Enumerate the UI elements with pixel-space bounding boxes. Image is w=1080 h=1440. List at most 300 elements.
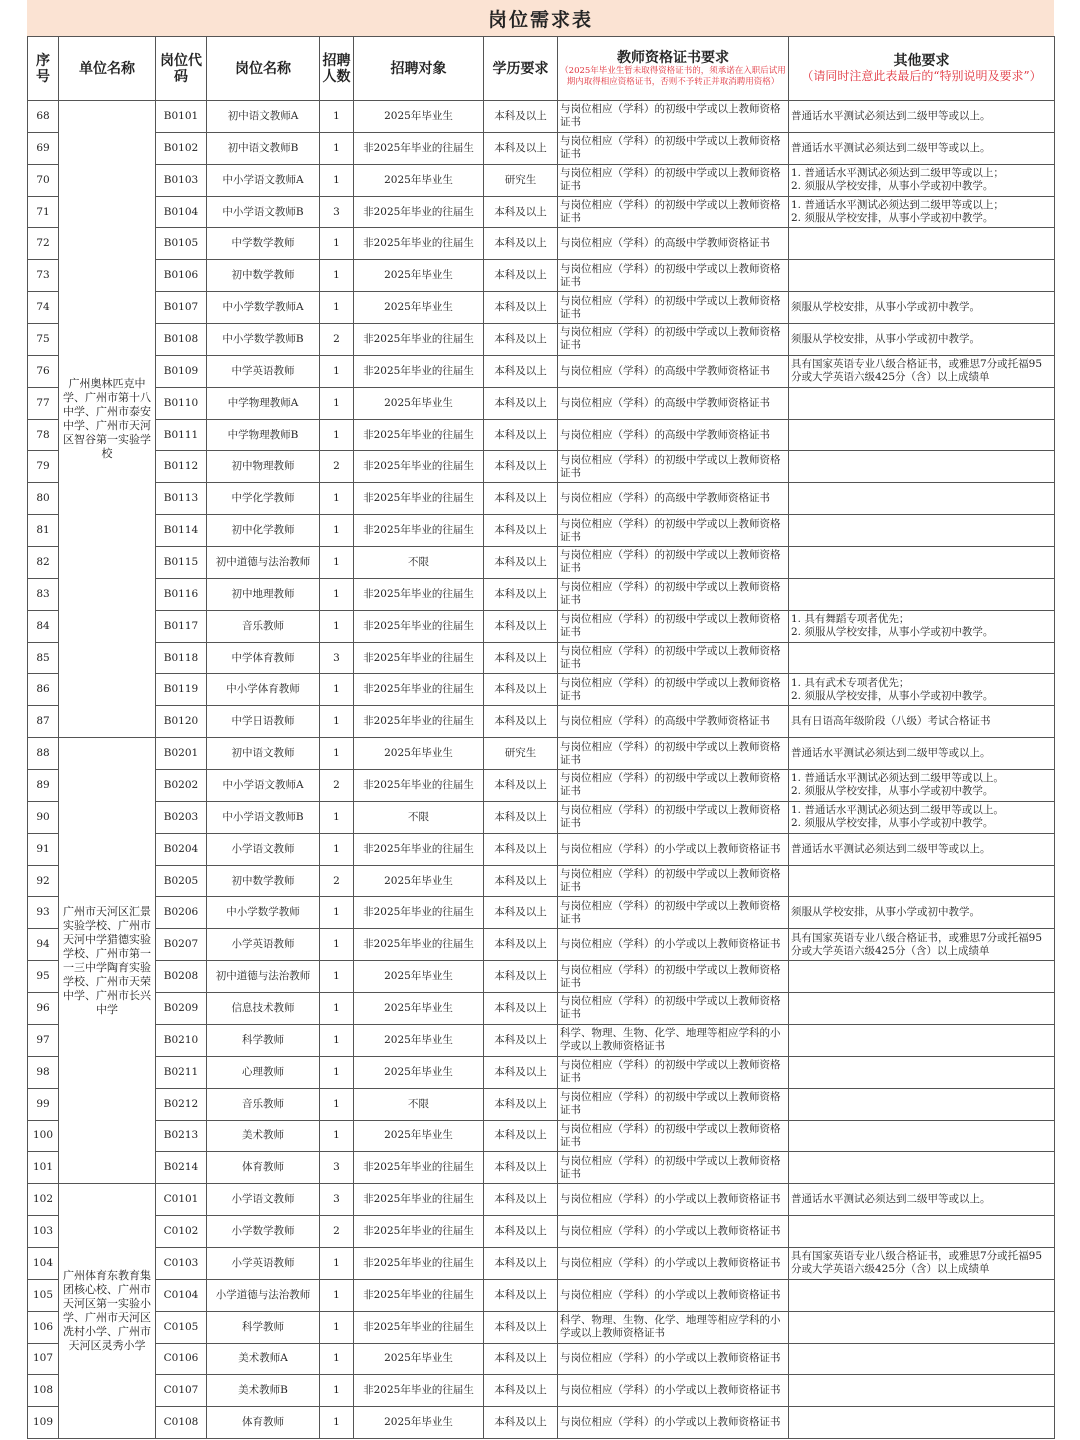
cell-unit: 广州奥林匹克中学、广州市第十八中学、广州市泰安中学、广州市天河区智谷第一实验学校 [59,101,156,738]
cell-count: 1 [320,674,354,706]
cell-target: 非2025年毕业的往届生 [354,228,484,260]
cell-code: B0205 [156,865,207,897]
cell-target: 非2025年毕业的往届生 [354,1184,484,1216]
cell-cert: 与岗位相应（学科）的初级中学或以上教师资格证书 [558,451,789,483]
cell-other: 普通话水平测试必须达到二级甲等或以上。 [789,132,1055,164]
cell-position: 小学英语教师 [207,929,320,961]
cell-edu: 本科及以上 [484,228,558,260]
cell-target: 非2025年毕业的往届生 [354,610,484,642]
table-row [28,132,1055,164]
cell-cert: 与岗位相应（学科）的小学或以上教师资格证书 [558,1375,789,1407]
cell-edu: 本科及以上 [484,1120,558,1152]
table-row [28,1311,1055,1343]
cell-count: 1 [320,228,354,260]
cell-cert: 与岗位相应（学科）的初级中学或以上教师资格证书 [558,515,789,547]
cell-code: B0107 [156,292,207,324]
cell-cert: 与岗位相应（学科）的小学或以上教师资格证书 [558,1184,789,1216]
cell-other [789,1343,1055,1375]
table-row [28,355,1055,387]
cell-target: 非2025年毕业的往届生 [354,929,484,961]
cell-position: 中学化学教师 [207,483,320,515]
cell-no: 109 [28,1407,59,1439]
cell-edu: 本科及以上 [484,642,558,674]
page-title: 岗位需求表 [27,0,1054,36]
cell-no: 81 [28,515,59,547]
cell-other: 普通话水平测试必须达到二级甲等或以上。 [789,738,1055,770]
cell-edu: 本科及以上 [484,1184,558,1216]
cell-code: B0118 [156,642,207,674]
cell-code: B0103 [156,164,207,196]
cell-target: 非2025年毕业的往届生 [354,324,484,356]
cell-code: B0110 [156,387,207,419]
cell-position: 小学数学教师 [207,1216,320,1248]
cell-target: 2025年毕业生 [354,101,484,133]
cell-other [789,451,1055,483]
header-code: 岗位代码 [156,37,207,101]
cell-edu: 本科及以上 [484,1216,558,1248]
cell-edu: 本科及以上 [484,833,558,865]
cell-code: B0105 [156,228,207,260]
cell-position: 初中物理教师 [207,451,320,483]
cell-edu: 本科及以上 [484,706,558,738]
table-row [28,770,1055,802]
cell-cert: 与岗位相应（学科）的高级中学教师资格证书 [558,228,789,260]
header-other-label: 其他要求 [893,53,950,69]
cell-no: 97 [28,1024,59,1056]
cell-edu: 本科及以上 [484,1343,558,1375]
cell-target: 2025年毕业生 [354,1024,484,1056]
header-target: 招聘对象 [354,37,484,101]
cell-edu: 本科及以上 [484,610,558,642]
cell-count: 1 [320,419,354,451]
cell-position: 中小学数学教师 [207,897,320,929]
table-row [28,738,1055,770]
cell-edu: 本科及以上 [484,1375,558,1407]
cell-count: 1 [320,1343,354,1375]
cell-position: 中学物理教师A [207,387,320,419]
cell-code: C0103 [156,1247,207,1279]
cell-edu: 本科及以上 [484,801,558,833]
cell-code: B0114 [156,515,207,547]
cell-target: 2025年毕业生 [354,387,484,419]
cell-other: 具有国家英语专业八级合格证书，或雅思7分或托福95分或大学英语六级425分（含）以上成绩单 [789,929,1055,961]
cell-cert: 与岗位相应（学科）的小学或以上教师资格证书 [558,929,789,961]
table-row [28,1120,1055,1152]
cell-count: 1 [320,801,354,833]
table-row [28,1184,1055,1216]
cell-position: 中小学语文教师B [207,801,320,833]
cell-code: B0211 [156,1056,207,1088]
cell-code: B0113 [156,483,207,515]
table-row [28,483,1055,515]
cell-position: 初中道德与法治教师 [207,547,320,579]
cell-cert: 与岗位相应（学科）的高级中学教师资格证书 [558,355,789,387]
header-no: 序号 [28,37,59,101]
cell-code: B0101 [156,101,207,133]
cell-position: 初中语文教师A [207,101,320,133]
cell-cert: 与岗位相应（学科）的小学或以上教师资格证书 [558,833,789,865]
cell-cert: 与岗位相应（学科）的高级中学教师资格证书 [558,483,789,515]
cell-count: 1 [320,355,354,387]
cell-code: C0107 [156,1375,207,1407]
cell-count: 1 [320,547,354,579]
table-body [28,101,1055,1439]
cell-other: 普通话水平测试必须达到二级甲等或以上。 [789,1184,1055,1216]
cell-code: B0112 [156,451,207,483]
cell-no: 107 [28,1343,59,1375]
cell-edu: 本科及以上 [484,1056,558,1088]
cell-position: 科学教师 [207,1024,320,1056]
table-row [28,1279,1055,1311]
cell-no: 104 [28,1247,59,1279]
header-row [28,37,1055,101]
cell-edu: 本科及以上 [484,515,558,547]
cell-count: 3 [320,1184,354,1216]
cell-count: 1 [320,610,354,642]
cell-edu: 本科及以上 [484,355,558,387]
cell-position: 小学语文教师 [207,833,320,865]
cell-other [789,228,1055,260]
cell-target: 2025年毕业生 [354,993,484,1025]
cell-count: 2 [320,451,354,483]
cell-target: 2025年毕业生 [354,1407,484,1439]
cell-target: 非2025年毕业的往届生 [354,419,484,451]
cell-cert: 与岗位相应（学科）的初级中学或以上教师资格证书 [558,292,789,324]
cell-target: 非2025年毕业的往届生 [354,355,484,387]
table-row [28,1247,1055,1279]
cell-count: 1 [320,706,354,738]
cell-edu: 本科及以上 [484,1311,558,1343]
table-row [28,451,1055,483]
cell-target: 非2025年毕业的往届生 [354,1152,484,1184]
cell-position: 中小学体育教师 [207,674,320,706]
cell-code: B0202 [156,770,207,802]
cell-unit: 广州体育东教育集团核心校、广州市天河区第一实验小学、广州市天河区冼村小学、广州市天河区灵秀小学 [59,1184,156,1439]
cell-target: 不限 [354,547,484,579]
cell-position: 初中道德与法治教师 [207,961,320,993]
cell-cert: 与岗位相应（学科）的初级中学或以上教师资格证书 [558,642,789,674]
cell-count: 1 [320,578,354,610]
cell-code: C0101 [156,1184,207,1216]
cell-target: 非2025年毕业的往届生 [354,1311,484,1343]
cell-position: 体育教师 [207,1407,320,1439]
cell-target: 不限 [354,801,484,833]
cell-position: 初中数学教师 [207,865,320,897]
cell-code: C0105 [156,1311,207,1343]
cell-no: 85 [28,642,59,674]
cell-no: 86 [28,674,59,706]
header-other [789,37,1055,101]
cell-other [789,483,1055,515]
table-row [28,419,1055,451]
cell-other [789,865,1055,897]
cell-cert: 与岗位相应（学科）的初级中学或以上教师资格证书 [558,101,789,133]
cell-count: 1 [320,1056,354,1088]
cell-count: 1 [320,1311,354,1343]
table-row [28,833,1055,865]
cell-code: C0102 [156,1216,207,1248]
cell-position: 美术教师A [207,1343,320,1375]
cell-target: 2025年毕业生 [354,961,484,993]
cell-other [789,1216,1055,1248]
cell-other [789,1407,1055,1439]
cell-edu: 本科及以上 [484,547,558,579]
cell-position: 中小学数学教师B [207,324,320,356]
cell-code: B0214 [156,1152,207,1184]
cell-no: 89 [28,770,59,802]
cell-position: 音乐教师 [207,1088,320,1120]
cell-code: B0120 [156,706,207,738]
cell-count: 2 [320,770,354,802]
cell-cert: 与岗位相应（学科）的初级中学或以上教师资格证书 [558,961,789,993]
cell-cert: 与岗位相应（学科）的初级中学或以上教师资格证书 [558,897,789,929]
cell-other [789,1375,1055,1407]
cell-target: 非2025年毕业的往届生 [354,674,484,706]
cell-edu: 本科及以上 [484,929,558,961]
table-row [28,801,1055,833]
cell-target: 非2025年毕业的往届生 [354,1279,484,1311]
cell-no: 84 [28,610,59,642]
cell-edu: 本科及以上 [484,578,558,610]
cell-edu: 本科及以上 [484,387,558,419]
table-row [28,993,1055,1025]
table-row [28,929,1055,961]
cell-edu: 本科及以上 [484,1152,558,1184]
cell-edu: 研究生 [484,164,558,196]
cell-count: 1 [320,993,354,1025]
cell-position: 小学道德与法治教师 [207,1279,320,1311]
table-row [28,515,1055,547]
cell-edu: 本科及以上 [484,419,558,451]
cell-cert: 与岗位相应（学科）的初级中学或以上教师资格证书 [558,324,789,356]
cell-edu: 本科及以上 [484,132,558,164]
cell-target: 非2025年毕业的往届生 [354,833,484,865]
cell-other: 具有日语高年级阶段（八级）考试合格证书 [789,706,1055,738]
cell-count: 2 [320,324,354,356]
cell-no: 92 [28,865,59,897]
cell-count: 1 [320,929,354,961]
cell-other [789,642,1055,674]
table-row [28,292,1055,324]
cell-other [789,387,1055,419]
cell-target: 2025年毕业生 [354,865,484,897]
cell-count: 1 [320,738,354,770]
cell-other: 具有国家英语专业八级合格证书，或雅思7分或托福95分或大学英语六级425分（含）以上成绩单 [789,1247,1055,1279]
cell-code: B0102 [156,132,207,164]
cell-other [789,1279,1055,1311]
cell-target: 2025年毕业生 [354,1120,484,1152]
cell-cert: 与岗位相应（学科）的初级中学或以上教师资格证书 [558,770,789,802]
cell-no: 94 [28,929,59,961]
cell-target: 非2025年毕业的往届生 [354,897,484,929]
table-row [28,1088,1055,1120]
table-row [28,706,1055,738]
cell-target: 非2025年毕业的往届生 [354,706,484,738]
cell-no: 73 [28,260,59,292]
cell-code: B0212 [156,1088,207,1120]
cell-cert: 与岗位相应（学科）的小学或以上教师资格证书 [558,1343,789,1375]
cell-code: B0119 [156,674,207,706]
cell-cert: 与岗位相应（学科）的初级中学或以上教师资格证书 [558,164,789,196]
cell-target: 非2025年毕业的往届生 [354,1247,484,1279]
table-row [28,642,1055,674]
table-row [28,1024,1055,1056]
cell-other: 1. 普通话水平测试必须达到二级甲等或以上； 2. 须服从学校安排，从事小学或初中教学。 [789,196,1055,228]
cell-position: 信息技术教师 [207,993,320,1025]
table-row [28,260,1055,292]
cell-no: 105 [28,1279,59,1311]
cell-target: 非2025年毕业的往届生 [354,132,484,164]
cell-count: 3 [320,1152,354,1184]
cell-target: 2025年毕业生 [354,738,484,770]
cell-edu: 本科及以上 [484,865,558,897]
table-row [28,1216,1055,1248]
cell-code: B0117 [156,610,207,642]
cell-no: 93 [28,897,59,929]
cell-edu: 本科及以上 [484,483,558,515]
table-row [28,1343,1055,1375]
cell-target: 非2025年毕业的往届生 [354,1216,484,1248]
cell-position: 中小学语文教师A [207,770,320,802]
cell-position: 初中语文教师B [207,132,320,164]
cell-position: 中学英语教师 [207,355,320,387]
table-row [28,610,1055,642]
position-table [27,36,1055,1439]
table-row [28,961,1055,993]
cell-count: 1 [320,961,354,993]
cell-no: 76 [28,355,59,387]
cell-target: 非2025年毕业的往届生 [354,578,484,610]
cell-cert: 与岗位相应（学科）的初级中学或以上教师资格证书 [558,547,789,579]
table-row [28,101,1055,133]
cell-count: 1 [320,132,354,164]
cell-count: 3 [320,642,354,674]
table-row [28,164,1055,196]
cell-target: 2025年毕业生 [354,1056,484,1088]
cell-code: B0106 [156,260,207,292]
cell-no: 95 [28,961,59,993]
cell-edu: 本科及以上 [484,961,558,993]
cell-target: 非2025年毕业的往届生 [354,515,484,547]
cell-position: 音乐教师 [207,610,320,642]
cell-cert: 与岗位相应（学科）的初级中学或以上教师资格证书 [558,196,789,228]
cell-code: C0104 [156,1279,207,1311]
cell-code: B0116 [156,578,207,610]
cell-position: 中学日语教师 [207,706,320,738]
cell-no: 102 [28,1184,59,1216]
cell-no: 99 [28,1088,59,1120]
cell-other: 普通话水平测试必须达到二级甲等或以上。 [789,101,1055,133]
table-row [28,674,1055,706]
cell-no: 70 [28,164,59,196]
cell-count: 3 [320,196,354,228]
cell-no: 82 [28,547,59,579]
cell-no: 106 [28,1311,59,1343]
cell-edu: 本科及以上 [484,196,558,228]
cell-other [789,547,1055,579]
cell-edu: 本科及以上 [484,1024,558,1056]
cell-no: 103 [28,1216,59,1248]
cell-edu: 本科及以上 [484,324,558,356]
cell-unit: 广州市天河区汇景实验学校、广州市天河中学猎德实验学校、广州市第一一三中学陶育实验学校、广州市天荣中学、广州市长兴中学 [59,738,156,1184]
cell-count: 1 [320,292,354,324]
cell-target: 2025年毕业生 [354,260,484,292]
cell-cert: 与岗位相应（学科）的初级中学或以上教师资格证书 [558,1120,789,1152]
cell-edu: 本科及以上 [484,1279,558,1311]
table-row [28,196,1055,228]
cell-cert: 与岗位相应（学科）的小学或以上教师资格证书 [558,1407,789,1439]
table-row [28,547,1055,579]
cell-code: B0201 [156,738,207,770]
cell-position: 小学英语教师 [207,1247,320,1279]
cell-no: 100 [28,1120,59,1152]
cell-count: 1 [320,260,354,292]
cell-edu: 本科及以上 [484,451,558,483]
cell-code: B0206 [156,897,207,929]
cell-code: B0109 [156,355,207,387]
cell-code: C0108 [156,1407,207,1439]
header-cert-label: 教师资格证书要求 [617,49,729,66]
header-cert-note: （2025年毕业生暂未取得资格证书的，须承诺在入职后试用期内取得相应资格证书，否则不予转正并取消聘用资格） [560,65,786,87]
cell-count: 2 [320,865,354,897]
cell-count: 1 [320,1375,354,1407]
cell-other: 须服从学校安排，从事小学或初中教学。 [789,324,1055,356]
cell-cert: 与岗位相应（学科）的初级中学或以上教师资格证书 [558,1056,789,1088]
table-row [28,1056,1055,1088]
cell-edu: 本科及以上 [484,993,558,1025]
header-edu: 学历要求 [484,37,558,101]
cell-other [789,1152,1055,1184]
cell-no: 74 [28,292,59,324]
cell-position: 中小学数学教师A [207,292,320,324]
cell-other [789,419,1055,451]
cell-count: 1 [320,1024,354,1056]
cell-code: B0115 [156,547,207,579]
cell-code: B0111 [156,419,207,451]
cell-count: 1 [320,1120,354,1152]
cell-count: 1 [320,1279,354,1311]
cell-other: 1. 普通话水平测试必须达到二级甲等或以上。 2. 须服从学校安排，从事小学或初中教学。 [789,801,1055,833]
cell-code: B0207 [156,929,207,961]
cell-position: 科学教师 [207,1311,320,1343]
cell-cert: 与岗位相应（学科）的高级中学教师资格证书 [558,419,789,451]
cell-other [789,1024,1055,1056]
table-row [28,1407,1055,1439]
cell-code: B0213 [156,1120,207,1152]
cell-target: 非2025年毕业的往届生 [354,770,484,802]
cell-position: 心理教师 [207,1056,320,1088]
cell-no: 88 [28,738,59,770]
header-cert [558,37,789,101]
cell-cert: 与岗位相应（学科）的初级中学或以上教师资格证书 [558,865,789,897]
cell-other: 1. 普通话水平测试必须达到二级甲等或以上。 2. 须服从学校安排，从事小学或初中教学。 [789,770,1055,802]
table-row [28,865,1055,897]
cell-no: 87 [28,706,59,738]
cell-no: 79 [28,451,59,483]
cell-no: 75 [28,324,59,356]
cell-no: 90 [28,801,59,833]
cell-code: B0203 [156,801,207,833]
cell-no: 78 [28,419,59,451]
cell-other: 1. 具有武术专项者优先； 2. 须服从学校安排，从事小学或初中教学。 [789,674,1055,706]
cell-position: 小学语文教师 [207,1184,320,1216]
cell-code: B0204 [156,833,207,865]
cell-position: 美术教师B [207,1375,320,1407]
cell-other [789,1311,1055,1343]
cell-count: 1 [320,387,354,419]
cell-cert: 与岗位相应（学科）的初级中学或以上教师资格证书 [558,610,789,642]
cell-code: B0108 [156,324,207,356]
